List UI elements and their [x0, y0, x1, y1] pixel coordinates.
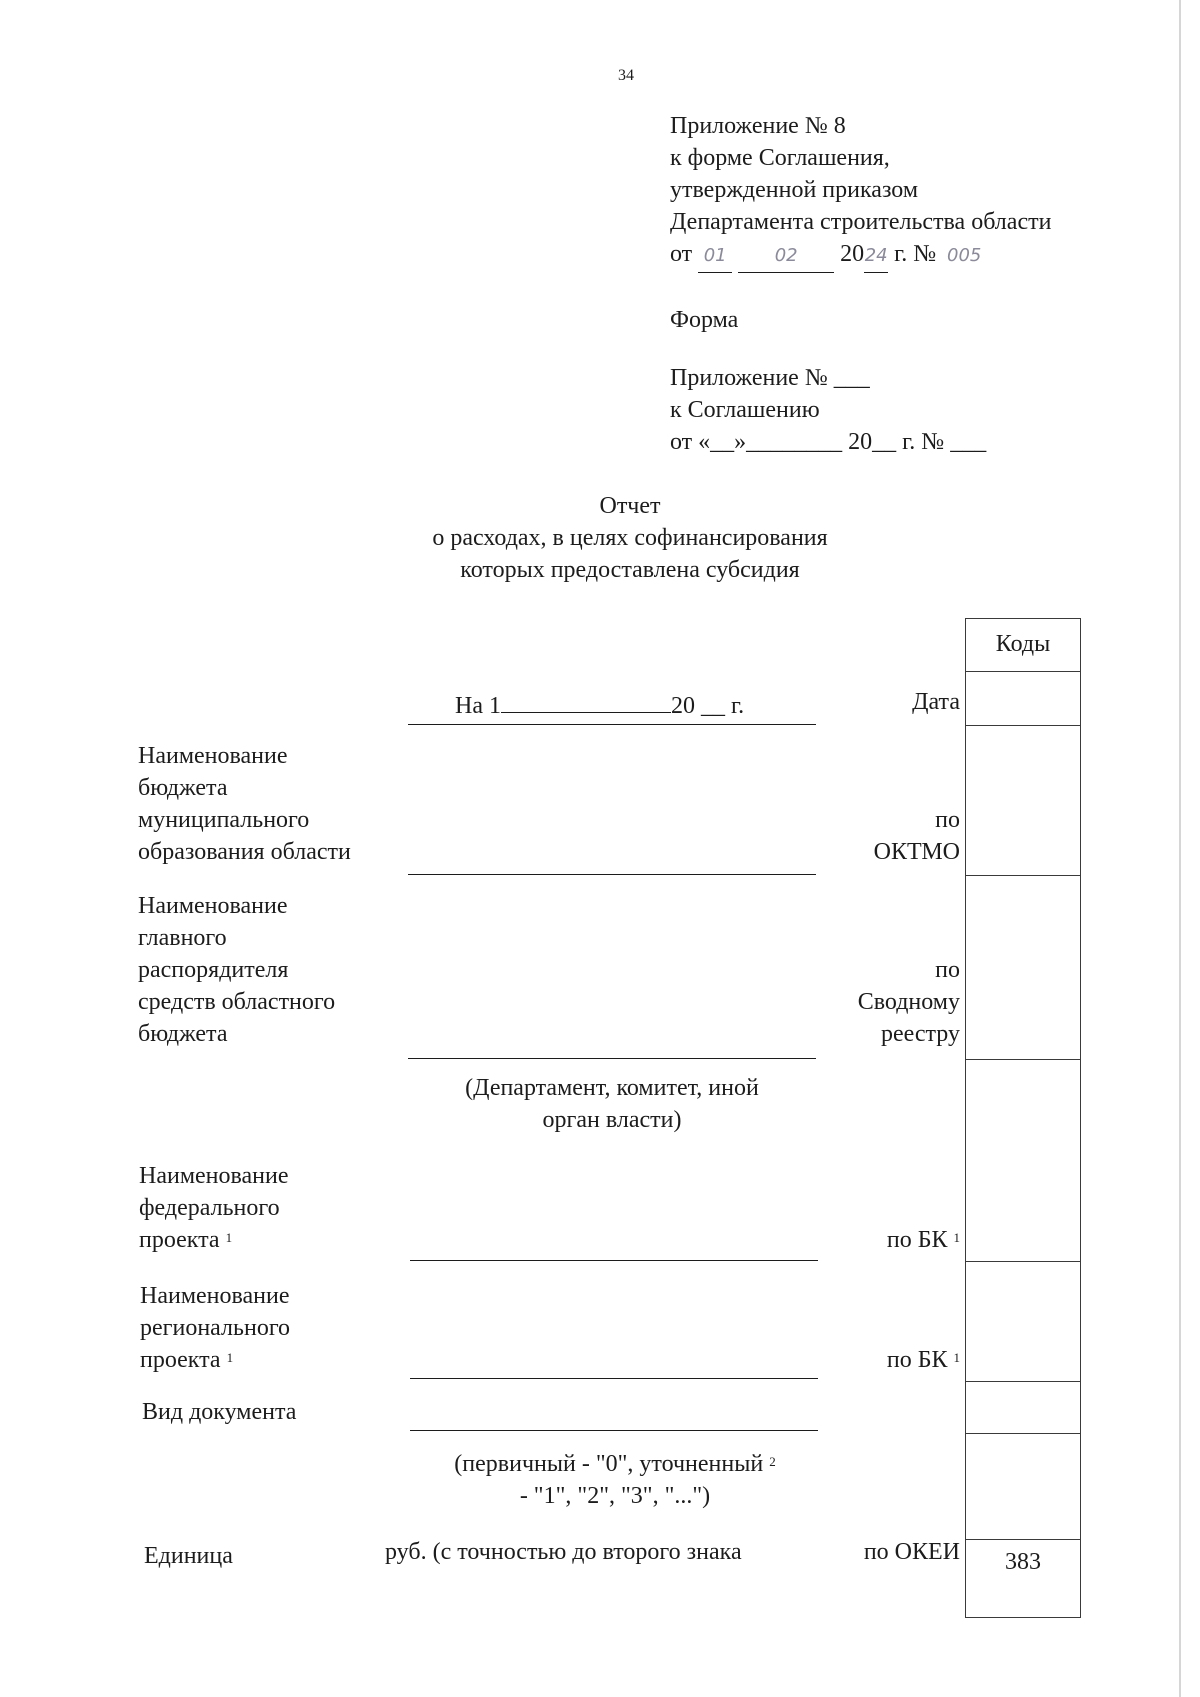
- chief-manager-label-3: распорядителя: [138, 957, 289, 983]
- federal-project-label-3: [139, 1224, 232, 1256]
- okei-code-value: 383: [1005, 1549, 1041, 1575]
- codes-column: [965, 618, 1081, 1618]
- page-number: 34: [618, 67, 634, 84]
- codes-divider-doc-type: [966, 1433, 1080, 1434]
- codes-divider-header: [966, 671, 1080, 672]
- codes-divider-bk-regional: [966, 1381, 1080, 1382]
- chief-manager-note-2: орган власти): [542, 1107, 682, 1133]
- report-title-line-2: о расходах, в целях софинансирования: [432, 525, 828, 551]
- municipal-budget-label-1: Наименование: [138, 743, 288, 769]
- chief-manager-label-1: Наименование: [138, 893, 288, 919]
- order-year-suffix: г. №: [894, 241, 937, 267]
- codes-header: Коды: [995, 631, 1051, 657]
- federal-project-field[interactable]: [410, 1260, 818, 1261]
- bk-federal-footnote: 1: [953, 1230, 960, 1245]
- document-type-label: Вид документа: [142, 1399, 297, 1425]
- codes-divider-registry: [966, 1059, 1080, 1060]
- order-year-prefix: 20: [840, 241, 865, 267]
- appendix-line-4: Департамента строительства области: [670, 209, 1052, 235]
- bk-federal-label: [820, 1224, 960, 1256]
- chief-manager-label-5: бюджета: [138, 1021, 228, 1047]
- date-underline: [408, 724, 816, 725]
- regional-project-label-3-text: проекта: [140, 1347, 221, 1373]
- form-label: Форма: [670, 307, 739, 333]
- unit-label: Единица: [144, 1543, 233, 1569]
- municipal-budget-label-2: бюджета: [138, 775, 228, 801]
- registry-label-1: по: [935, 957, 960, 983]
- date-year: 20 __ г.: [670, 693, 745, 719]
- order-day: 01: [698, 240, 732, 273]
- appendix-order-line: [670, 238, 986, 273]
- municipal-budget-label-3: муниципального: [138, 807, 310, 833]
- order-year: 24: [864, 240, 888, 273]
- document-type-note-2: - "1", "2", "3", "..."): [519, 1483, 711, 1509]
- report-title-line-3: которых предоставлена субсидия: [460, 557, 800, 583]
- page-edge: [1179, 0, 1181, 1697]
- agreement-line-1: Приложение № ___: [670, 365, 870, 391]
- document-type-note-1-text: (первичный - "0", уточненный: [454, 1451, 764, 1477]
- regional-project-label-3: [140, 1344, 233, 1376]
- federal-project-footnote: 1: [225, 1230, 233, 1245]
- unit-value: руб. (с точностью до второго знака: [385, 1539, 742, 1565]
- municipal-budget-label-4: образования области: [138, 839, 351, 865]
- chief-manager-note-1: (Департамент, комитет, иной: [465, 1075, 759, 1101]
- chief-manager-label-2: главного: [138, 925, 227, 951]
- federal-project-label-1: Наименование: [139, 1163, 289, 1189]
- date-prefix: На 1: [455, 693, 501, 719]
- codes-divider-date: [966, 725, 1080, 726]
- codes-divider-okei: [966, 1539, 1080, 1540]
- bk-federal-label-text: по БК: [886, 1227, 948, 1253]
- bk-regional-label-text: по БК: [886, 1347, 948, 1373]
- regional-project-label-1: Наименование: [140, 1283, 290, 1309]
- federal-project-label-3-text: проекта: [139, 1227, 220, 1253]
- order-prefix: от: [670, 241, 693, 267]
- date-row-text: [455, 686, 744, 722]
- order-month: 02: [738, 240, 834, 273]
- regional-project-label-2: регионального: [140, 1315, 291, 1341]
- regional-project-field[interactable]: [410, 1378, 818, 1379]
- appendix-line-2: к форме Соглашения,: [670, 145, 890, 171]
- registry-label-2: Сводному: [857, 989, 960, 1015]
- appendix-line-1: Приложение № 8: [670, 113, 846, 139]
- federal-project-label-2: федерального: [139, 1195, 280, 1221]
- oktmo-label-2: ОКТМО: [873, 839, 960, 865]
- registry-label-3: реестру: [880, 1021, 960, 1047]
- regional-project-footnote: 1: [226, 1350, 234, 1365]
- codes-divider-bk-federal: [966, 1261, 1080, 1262]
- order-number: 005: [947, 245, 982, 266]
- agreement-line-3: от «__»________ 20__ г. № ___: [670, 429, 987, 455]
- oktmo-label-1: по: [935, 807, 960, 833]
- appendix-line-3: утвержденной приказом: [670, 177, 919, 203]
- date-code-label: Дата: [912, 689, 960, 715]
- agreement-line-2: к Соглашению: [670, 397, 820, 423]
- chief-manager-label-4: средств областного: [138, 989, 336, 1015]
- chief-manager-field[interactable]: [408, 1058, 816, 1059]
- codes-divider-oktmo: [966, 875, 1080, 876]
- document-type-field[interactable]: [410, 1430, 818, 1431]
- municipal-budget-field[interactable]: [408, 874, 816, 875]
- okei-label: по ОКЕИ: [863, 1539, 960, 1565]
- report-title-line-1: Отчет: [599, 493, 661, 519]
- document-type-note-1: [400, 1448, 830, 1480]
- document-type-note-footnote: 2: [769, 1454, 776, 1469]
- bk-regional-label: [820, 1344, 960, 1376]
- bk-regional-footnote: 1: [953, 1350, 960, 1365]
